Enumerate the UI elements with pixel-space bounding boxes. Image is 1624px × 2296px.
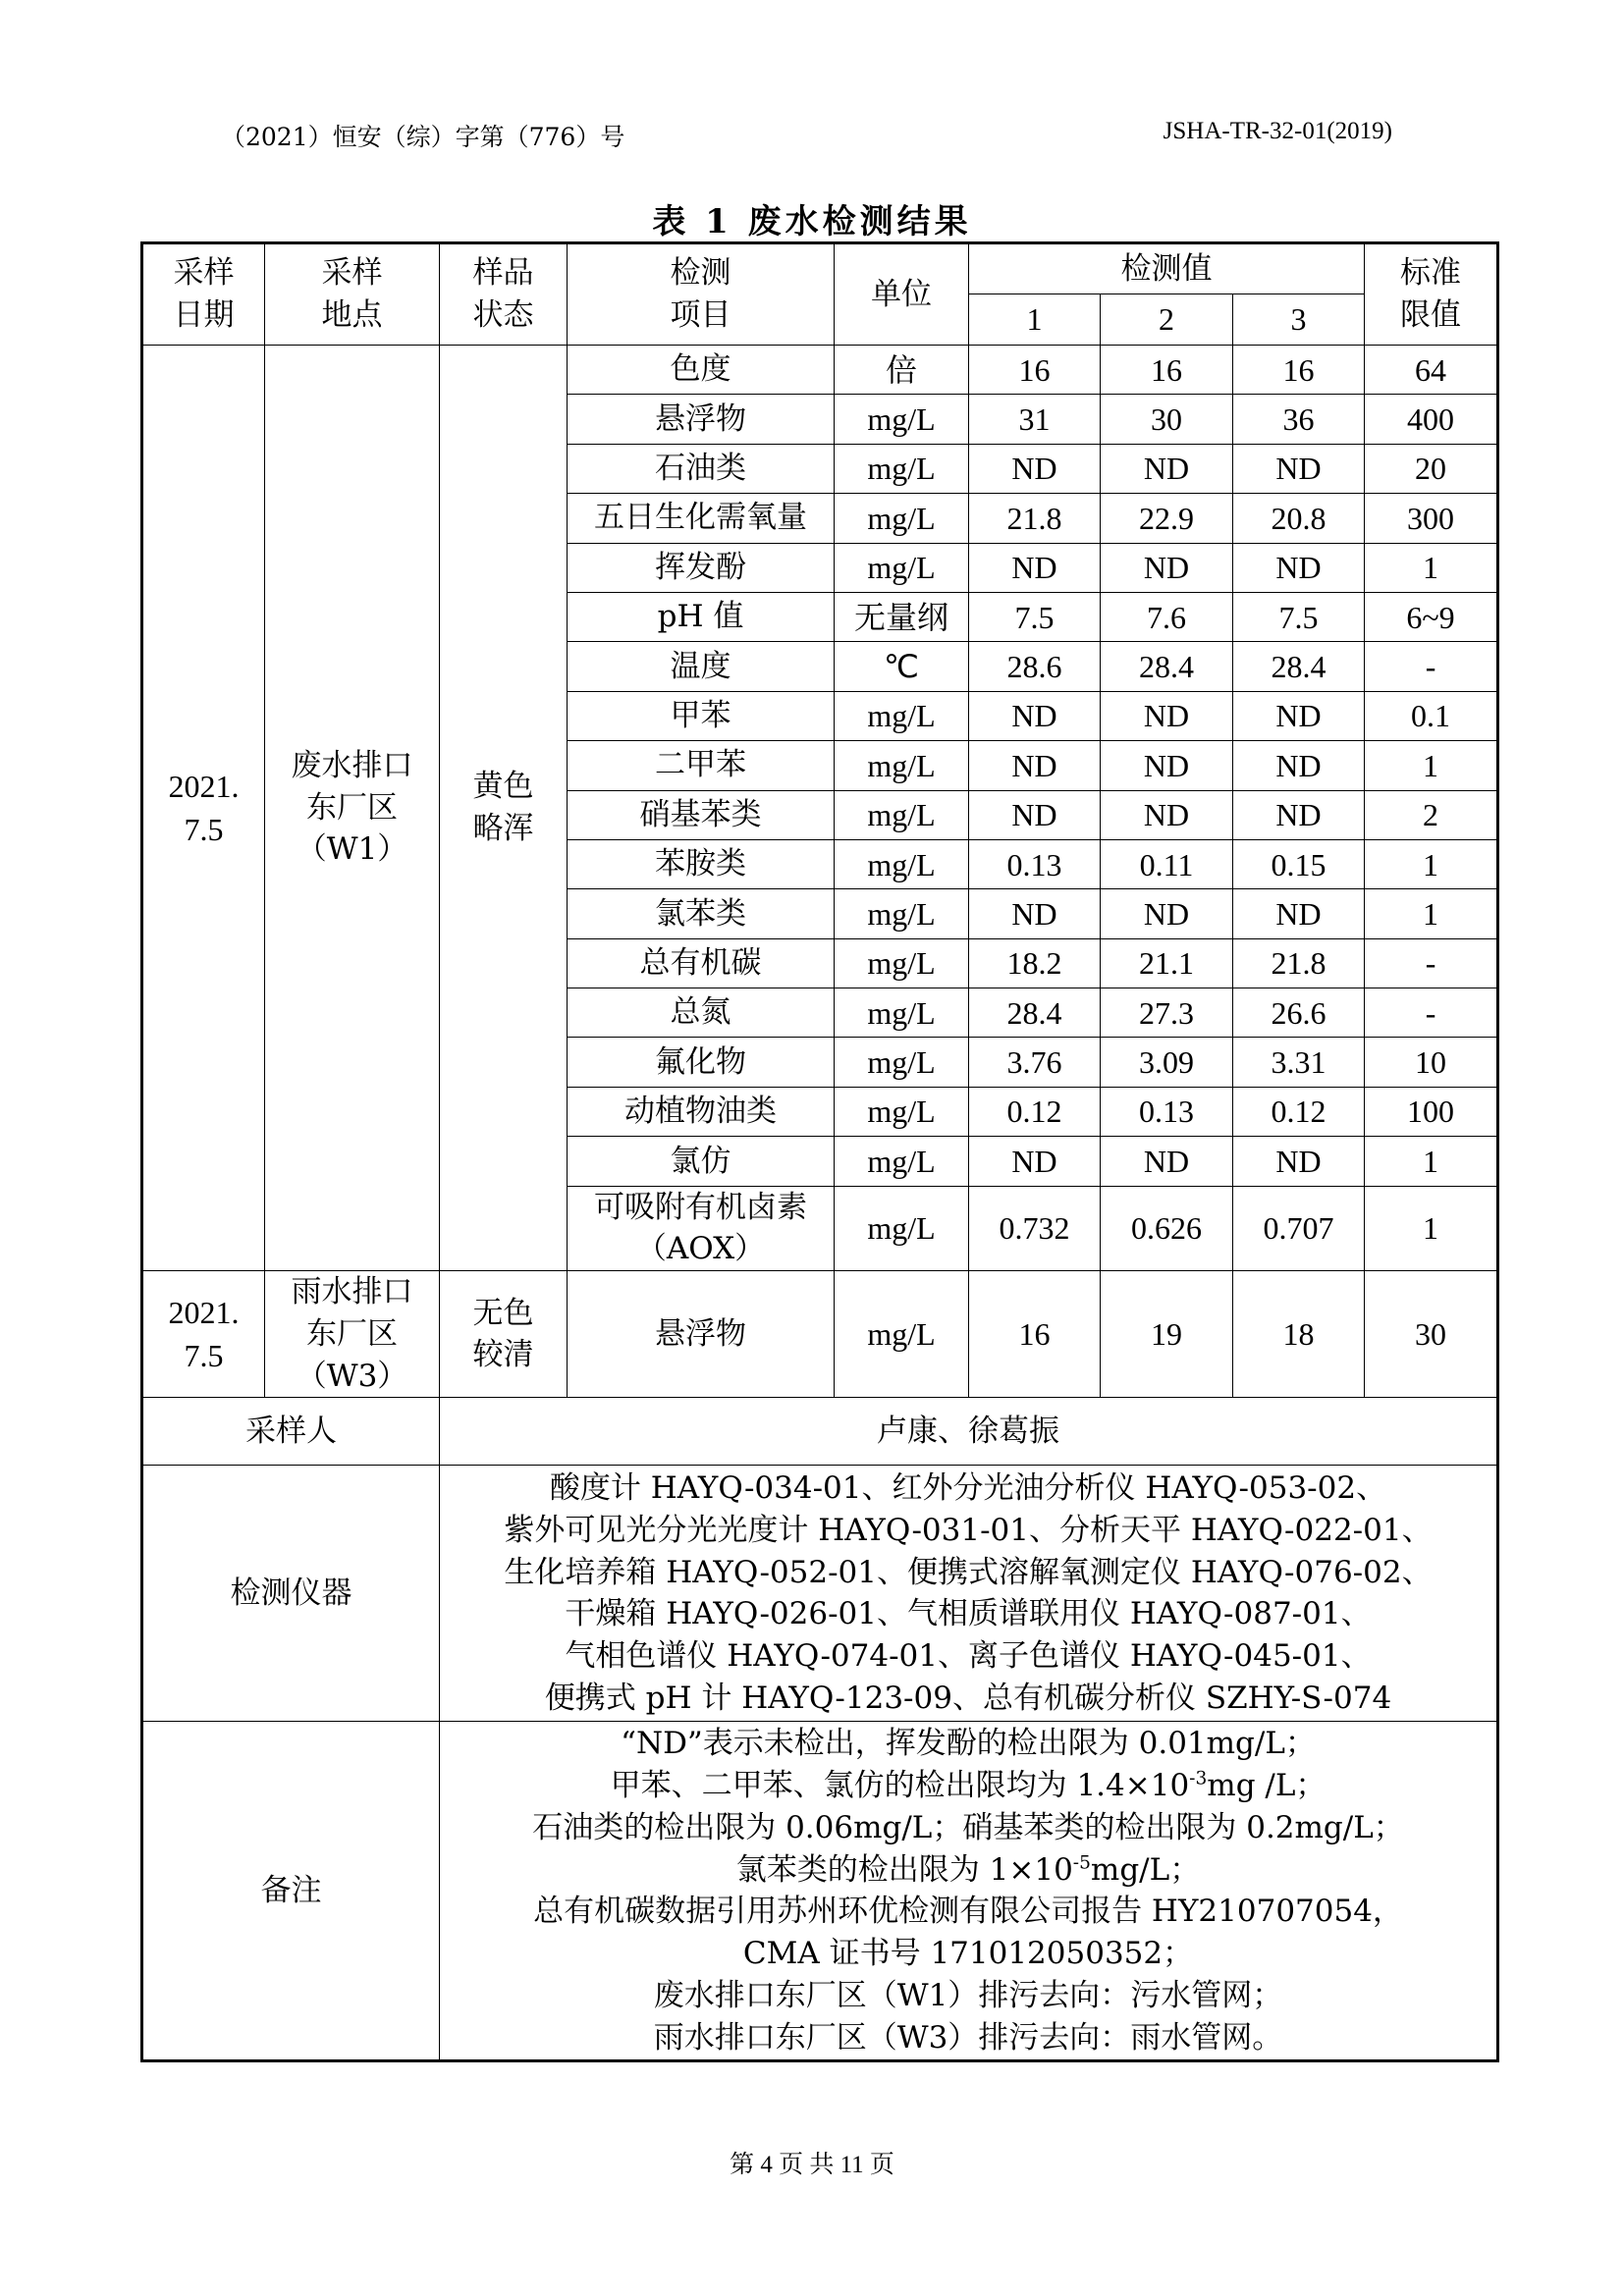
form-code: JSHA-TR-32-01(2019): [1163, 118, 1392, 144]
value-1-cell: 16: [969, 1271, 1101, 1398]
item-cell: 总有机碳: [568, 938, 835, 988]
limit-cell: 1: [1365, 1137, 1498, 1186]
value-2-cell: 19: [1101, 1271, 1233, 1398]
sample-date-cell: 2021. 7.5: [142, 346, 265, 1271]
limit-cell: 30: [1365, 1271, 1498, 1398]
col-location-header: 采样 地点: [265, 243, 440, 346]
note-line: CMA 证书号 171012050352；: [742, 1936, 1194, 1972]
value-1-cell: ND: [969, 444, 1101, 493]
value-3-cell: ND: [1233, 889, 1365, 938]
limit-cell: -: [1365, 642, 1498, 691]
limit-cell: 300: [1365, 494, 1498, 543]
value-2-cell: ND: [1101, 889, 1233, 938]
value-1-cell: 21.8: [969, 494, 1101, 543]
col-value-2-header: 2: [1101, 294, 1233, 346]
limit-cell: 0.1: [1365, 691, 1498, 740]
unit-cell: mg/L: [835, 1038, 969, 1087]
limit-cell: 6~9: [1365, 592, 1498, 641]
limit-cell: 1: [1365, 839, 1498, 888]
note-line: 氯苯类的检出限为 $1\times 10^{-5}mg/L$；: [735, 1851, 1201, 1888]
note-line: 石油类的检出限为 0.06mg/L；硝基苯类的检出限为 0.2mg/L；: [532, 1809, 1404, 1845]
results-table: [140, 241, 1499, 2062]
item-cell: 硝基苯类: [568, 790, 835, 839]
value-1-cell: 18.2: [969, 938, 1101, 988]
unit-cell: mg/L: [835, 889, 969, 938]
unit-cell: mg/L: [835, 790, 969, 839]
sampler-value: 卢康、徐葛振: [440, 1398, 1498, 1466]
value-1-cell: 7.5: [969, 592, 1101, 641]
limit-cell: 20: [1365, 444, 1498, 493]
value-1-cell: 0.13: [969, 839, 1101, 888]
col-date-header: 采样 日期: [142, 243, 265, 346]
unit-cell: mg/L: [835, 839, 969, 888]
item-cell: pH 值: [568, 592, 835, 641]
sampler-row: [142, 1398, 1498, 1466]
value-3-cell: ND: [1233, 741, 1365, 790]
value-3-cell: 3.31: [1233, 1038, 1365, 1087]
item-cell: 二甲苯: [568, 741, 835, 790]
note-line: 甲苯、二甲苯、氯仿的检出限均为 $1.4\times 10^{-3}mg$ /L；: [610, 1768, 1326, 1804]
value-3-cell: ND: [1233, 1137, 1365, 1186]
limit-cell: 1: [1365, 543, 1498, 592]
value-2-cell: 30: [1101, 395, 1233, 444]
unit-cell: mg/L: [835, 1087, 969, 1136]
sampler-label: 采样人: [142, 1398, 440, 1466]
sample-location-cell: 雨水排口 东厂区 （W3）: [265, 1271, 440, 1398]
unit-cell: mg/L: [835, 691, 969, 740]
value-2-cell: ND: [1101, 790, 1233, 839]
value-1-cell: 28.6: [969, 642, 1101, 691]
value-2-cell: 3.09: [1101, 1038, 1233, 1087]
value-3-cell: 20.8: [1233, 494, 1365, 543]
item-cell: 悬浮物: [568, 395, 835, 444]
item-cell: 氯仿: [568, 1137, 835, 1186]
item-cell: 可吸附有机卤素 （AOX）: [568, 1186, 835, 1271]
sample-state-cell: 无色 较清: [440, 1271, 568, 1398]
instruments-label: 检测仪器: [142, 1466, 440, 1722]
value-2-cell: ND: [1101, 1137, 1233, 1186]
col-value-3-header: 3: [1233, 294, 1365, 346]
unit-cell: 倍: [835, 346, 969, 395]
value-2-cell: 16: [1101, 346, 1233, 395]
value-1-cell: 16: [969, 346, 1101, 395]
sample-date-cell: 2021. 7.5: [142, 1271, 265, 1398]
sample-state-cell: 黄色 略浑: [440, 346, 568, 1271]
item-cell: 总氮: [568, 988, 835, 1038]
value-3-cell: 0.12: [1233, 1087, 1365, 1136]
report-number: （2021）恒安（综）字第（776）号: [221, 123, 625, 151]
value-3-cell: ND: [1233, 691, 1365, 740]
item-cell: 动植物油类: [568, 1087, 835, 1136]
unit-cell: mg/L: [835, 494, 969, 543]
unit-cell: mg/L: [835, 444, 969, 493]
notes-row: [142, 1722, 1498, 2061]
value-2-cell: ND: [1101, 691, 1233, 740]
item-cell: 氯苯类: [568, 889, 835, 938]
value-3-cell: 0.707: [1233, 1186, 1365, 1271]
value-2-cell: ND: [1101, 741, 1233, 790]
table-row: [142, 1271, 1498, 1398]
value-1-cell: 0.12: [969, 1087, 1101, 1136]
limit-cell: 1: [1365, 1186, 1498, 1271]
unit-cell: mg/L: [835, 1186, 969, 1271]
limit-cell: 2: [1365, 790, 1498, 839]
col-item-header: 检测 项目: [568, 243, 835, 346]
limit-cell: 1: [1365, 889, 1498, 938]
unit-cell: mg/L: [835, 395, 969, 444]
item-cell: 石油类: [568, 444, 835, 493]
unit-cell: 无量纲: [835, 592, 969, 641]
value-2-cell: 0.13: [1101, 1087, 1233, 1136]
value-3-cell: ND: [1233, 543, 1365, 592]
value-2-cell: ND: [1101, 543, 1233, 592]
value-2-cell: 27.3: [1101, 988, 1233, 1038]
value-1-cell: 31: [969, 395, 1101, 444]
col-limit-header: 标准 限值: [1365, 243, 1498, 346]
value-3-cell: ND: [1233, 790, 1365, 839]
item-cell: 温度: [568, 642, 835, 691]
header-row: [142, 243, 1498, 294]
item-cell: 苯胺类: [568, 839, 835, 888]
unit-cell: mg/L: [835, 543, 969, 592]
item-cell: 悬浮物: [568, 1271, 835, 1398]
instruments-list: 酸度计 HAYQ-034-01、红外分光油分析仪 HAYQ-053-02、 紫外可见光分光光度计 HAYQ-031-01、分析天平 HAYQ-022-01、 生化培养箱 HAYQ-052-01、便携式溶解氧测定仪 HAYQ-076-02、 干燥箱 HAYQ-026-01、气相质谱联用仪 HAYQ-087-01、 气相色谱仪 HAYQ-074-01、离子色谱仪 HAYQ-045-01、 便携式 pH 计 HAYQ-123-09、总有机碳分析仪 SZHY-S-074: [440, 1466, 1498, 1722]
limit-cell: 64: [1365, 346, 1498, 395]
value-1-cell: ND: [969, 1137, 1101, 1186]
table-row: [142, 346, 1498, 395]
item-cell: 挥发酚: [568, 543, 835, 592]
unit-cell: ℃: [835, 642, 969, 691]
unit-cell: mg/L: [835, 988, 969, 1038]
notes-label: 备注: [142, 1722, 440, 2061]
unit-cell: mg/L: [835, 1137, 969, 1186]
table-caption: 表 1 废水检测结果: [652, 202, 972, 241]
item-cell: 色度: [568, 346, 835, 395]
value-1-cell: ND: [969, 790, 1101, 839]
limit-cell: 10: [1365, 1038, 1498, 1087]
limit-cell: 400: [1365, 395, 1498, 444]
value-1-cell: ND: [969, 741, 1101, 790]
value-2-cell: 21.1: [1101, 938, 1233, 988]
limit-cell: 1: [1365, 741, 1498, 790]
value-1-cell: 3.76: [969, 1038, 1101, 1087]
col-value-1-header: 1: [969, 294, 1101, 346]
limit-cell: 100: [1365, 1087, 1498, 1136]
value-2-cell: 0.626: [1101, 1186, 1233, 1271]
value-3-cell: 16: [1233, 346, 1365, 395]
value-1-cell: ND: [969, 889, 1101, 938]
unit-cell: mg/L: [835, 741, 969, 790]
value-3-cell: 28.4: [1233, 642, 1365, 691]
value-1-cell: ND: [969, 543, 1101, 592]
instruments-row: [142, 1466, 1498, 1722]
value-3-cell: 21.8: [1233, 938, 1365, 988]
value-1-cell: 28.4: [969, 988, 1101, 1038]
limit-cell: -: [1365, 988, 1498, 1038]
value-2-cell: 28.4: [1101, 642, 1233, 691]
note-line: “ND”表示未检出，挥发酚的检出限为 0.01mg/L；: [621, 1726, 1316, 1762]
value-1-cell: 0.732: [969, 1186, 1101, 1271]
notes-text: [440, 1722, 1498, 2061]
sample-location-cell: 废水排口 东厂区 （W1）: [265, 346, 440, 1271]
value-3-cell: 18: [1233, 1271, 1365, 1398]
unit-cell: mg/L: [835, 1271, 969, 1398]
value-3-cell: ND: [1233, 444, 1365, 493]
note-line: 总有机碳数据引用苏州环优检测有限公司报告 HY210707054，: [533, 1894, 1403, 1930]
limit-cell: -: [1365, 938, 1498, 988]
value-2-cell: ND: [1101, 444, 1233, 493]
value-3-cell: 26.6: [1233, 988, 1365, 1038]
value-3-cell: 0.15: [1233, 839, 1365, 888]
col-unit-header: 单位: [835, 243, 969, 346]
value-2-cell: 7.6: [1101, 592, 1233, 641]
item-cell: 氟化物: [568, 1038, 835, 1087]
value-2-cell: 0.11: [1101, 839, 1233, 888]
unit-cell: mg/L: [835, 938, 969, 988]
item-cell: 五日生化需氧量: [568, 494, 835, 543]
value-1-cell: ND: [969, 691, 1101, 740]
item-cell: 甲苯: [568, 691, 835, 740]
value-2-cell: 22.9: [1101, 494, 1233, 543]
col-values-header: 检测值: [969, 243, 1365, 294]
note-line: 雨水排口东厂区（W3）排污去向：雨水管网。: [653, 2019, 1283, 2056]
page-footer: 第 4 页 共 11 页: [730, 2152, 894, 2178]
value-3-cell: 36: [1233, 395, 1365, 444]
value-3-cell: 7.5: [1233, 592, 1365, 641]
col-state-header: 样品 状态: [440, 243, 568, 346]
note-line: 废水排口东厂区（W1）排污去向：污水管网；: [653, 1978, 1283, 2013]
